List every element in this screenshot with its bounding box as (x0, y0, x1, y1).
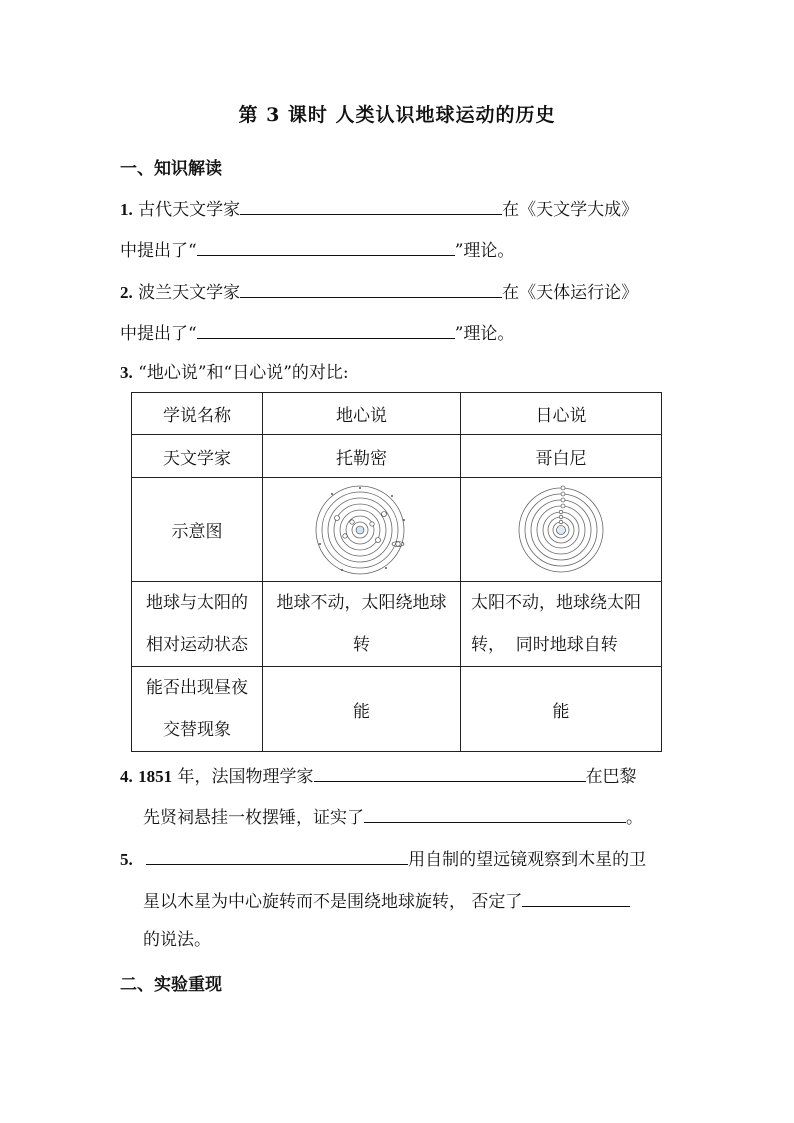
question-5-line-3: 的说法。 (143, 930, 211, 950)
year: 1851 (138, 767, 173, 786)
table-header-cell: 地心说 (263, 393, 461, 435)
table-cell: 托勒密 (263, 435, 461, 478)
question-number: 5. (120, 850, 133, 869)
comparison-table (131, 392, 662, 752)
table-cell: 能否出现昼夜 交替现象 (132, 667, 263, 752)
table-cell: 天文学家 (132, 435, 263, 478)
answer-blank[interactable] (197, 320, 455, 339)
section-heading-knowledge: 一、知识解读 (120, 159, 222, 179)
table-cell: 示意图 (132, 478, 263, 582)
answer-blank[interactable] (364, 804, 626, 823)
page-title: 第 3 课时 人类认识地球运动的历史 (238, 104, 556, 126)
question-2-line-1: 2. 波兰天文学家 在《天体运行论》 (120, 279, 638, 304)
answer-blank[interactable] (314, 763, 586, 782)
table-row (132, 435, 662, 478)
table-cell: 能 (263, 667, 461, 752)
table-row (132, 667, 662, 752)
question-1-line-2: 中提出了“ ”理论。 (120, 237, 514, 262)
table-header-cell: 学说名称 (132, 393, 263, 435)
question-1-line-1: 1. 古代天文学家 在《天文学大成》 (120, 196, 638, 221)
section-heading-experiment: 二、实验重现 (120, 975, 222, 995)
answer-blank[interactable] (240, 279, 502, 298)
question-3-line: 3. “地心说”和“日心说”的对比: (120, 363, 349, 383)
answer-blank[interactable] (197, 237, 455, 256)
table-cell: 哥白尼 (461, 435, 662, 478)
table-row (132, 582, 662, 667)
question-4-line-2: 先贤祠悬挂一枚摆锤，证实了 。 (143, 804, 643, 829)
question-number: 4. (120, 767, 133, 786)
table-row (132, 393, 662, 435)
answer-blank[interactable] (522, 888, 630, 907)
table-row (132, 478, 662, 582)
question-number: 1. (120, 200, 133, 219)
heliocentric-diagram-cell (461, 478, 662, 582)
question-number: 3. (120, 363, 133, 382)
table-cell: 能 (461, 667, 662, 752)
question-5-line-2: 星以木星为中心旋转而不是围绕地球旋转， 否定了 (143, 888, 630, 913)
question-number: 2. (120, 283, 133, 302)
table-cell: 太阳不动，地球绕太阳 转， 同时地球自转 (461, 582, 662, 667)
answer-blank[interactable] (146, 846, 408, 865)
heliocentric-model-diagram (511, 484, 611, 576)
table-header-cell: 日心说 (461, 393, 662, 435)
question-2-line-2: 中提出了“ ”理论。 (120, 320, 514, 345)
geocentric-model-diagram (312, 484, 412, 576)
table-cell: 地球与太阳的 相对运动状态 (132, 582, 263, 667)
question-5-line-1: 5. 用自制的望远镜观察到木星的卫 (120, 846, 646, 871)
table-cell: 地球不动，太阳绕地球 转 (263, 582, 461, 667)
question-4-line-1: 4. 1851 年，法国物理学家 在巴黎 (120, 763, 637, 788)
answer-blank[interactable] (240, 196, 502, 215)
geocentric-diagram-cell (263, 478, 461, 582)
